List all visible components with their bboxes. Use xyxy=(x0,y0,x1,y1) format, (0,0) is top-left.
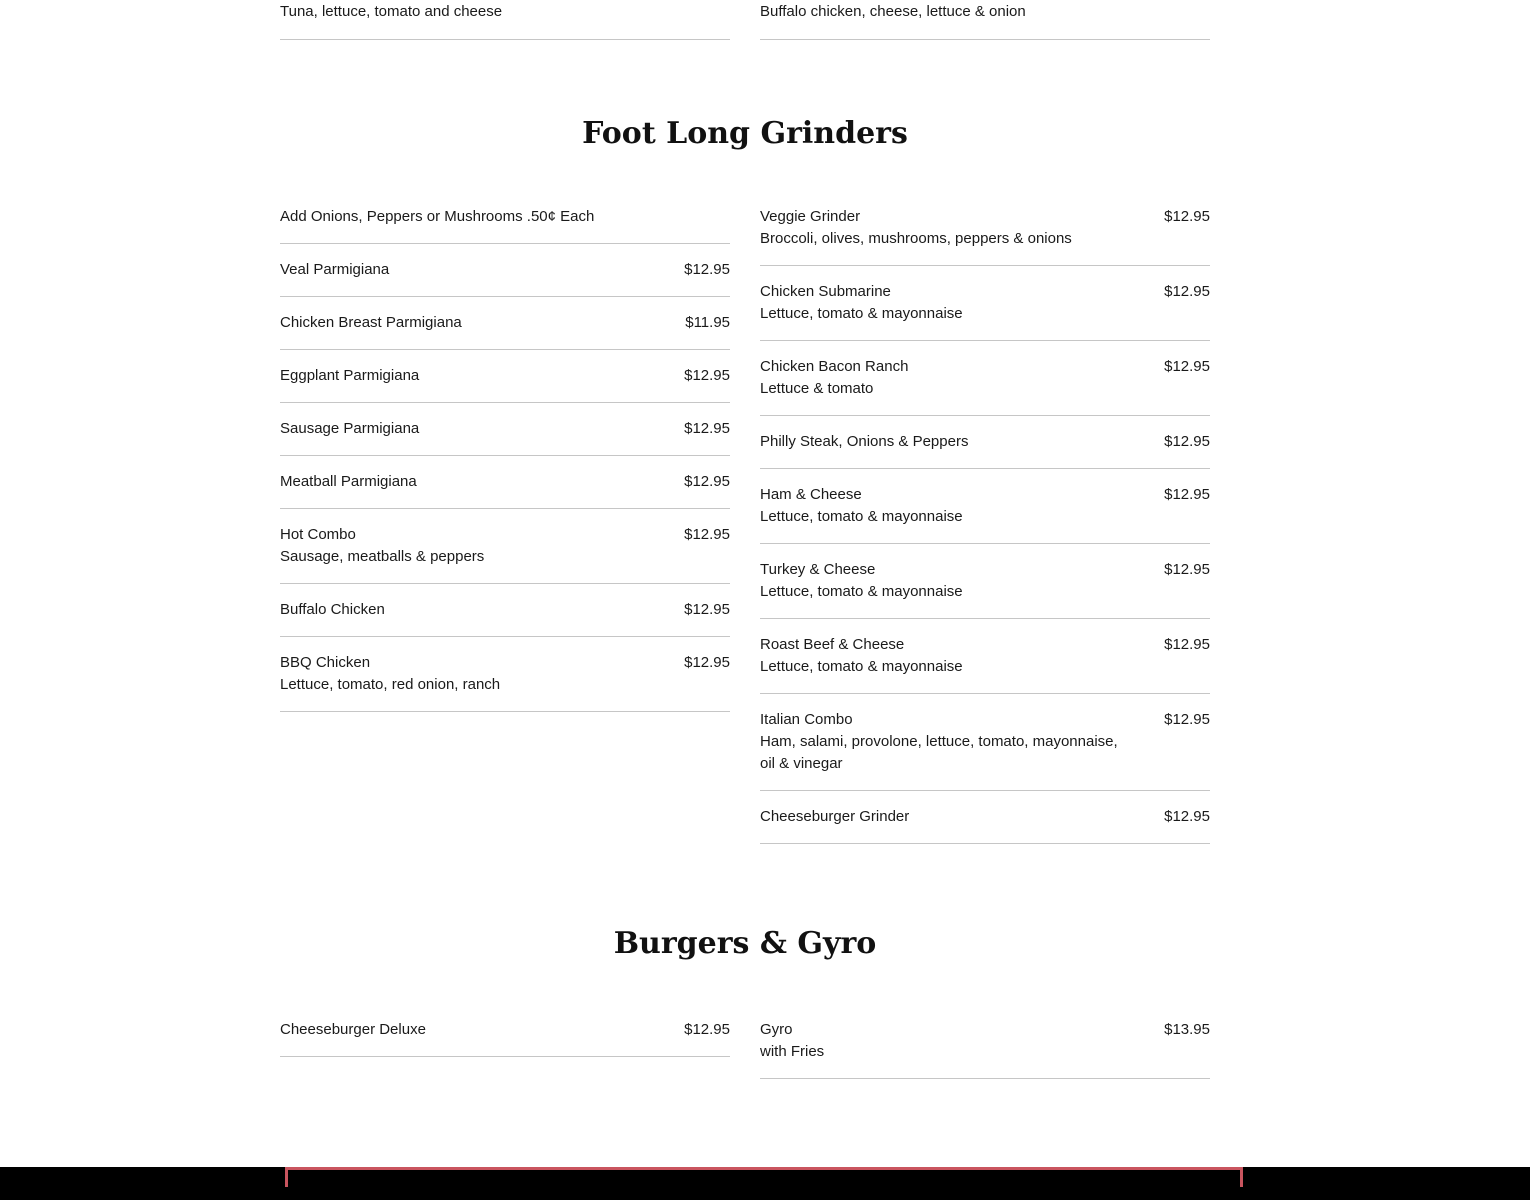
menu-item-name: Cheeseburger Deluxe xyxy=(280,1021,426,1038)
menu-item-row xyxy=(280,418,730,440)
menu-item-name: Italian Combo xyxy=(760,711,853,728)
menu-item-price: $12.95 xyxy=(1164,561,1210,578)
menu-item xyxy=(760,694,1210,791)
menu-item-description: Lettuce & tomato xyxy=(760,380,874,397)
menu-item-price: $12.95 xyxy=(684,473,730,490)
menu-item xyxy=(280,584,730,637)
menu-item-row xyxy=(760,356,1210,378)
menu-item xyxy=(760,0,1210,40)
menu-item xyxy=(280,0,730,40)
menu-item-price: $11.95 xyxy=(685,314,730,331)
menu-item-description: Lettuce, tomato & mayonnaise xyxy=(760,658,963,675)
menu-item xyxy=(280,244,730,297)
menu-item-name: Cheeseburger Grinder xyxy=(760,808,910,825)
menu-item-description: Lettuce, tomato & mayonnaise xyxy=(760,583,963,600)
menu-item-name: Gyro xyxy=(760,1021,793,1038)
menu-item-price: $13.95 xyxy=(1164,1021,1210,1038)
menu-item-name: Meatball Parmigiana xyxy=(280,473,417,490)
menu-item-name: Hot Combo xyxy=(280,526,356,543)
menu-item xyxy=(760,266,1210,341)
menu-item-row xyxy=(760,431,1210,453)
menu-item-row xyxy=(760,559,1210,581)
menu-item-description: Lettuce, tomato, red onion, ranch xyxy=(280,676,501,693)
menu-item-price: $12.95 xyxy=(1164,711,1210,728)
menu-item-price: $12.95 xyxy=(1164,283,1210,300)
menu-item-name: Turkey & Cheese xyxy=(760,561,876,578)
menu-item xyxy=(760,544,1210,619)
menu-item-description: with Fries xyxy=(760,1043,825,1060)
menu-item-row xyxy=(760,206,1210,228)
menu-item-row xyxy=(280,599,730,621)
menu-item-name: Chicken Submarine xyxy=(760,283,891,300)
menu-item-price: $12.95 xyxy=(684,601,730,618)
menu-item-name: Veal Parmigiana xyxy=(280,261,390,278)
menu-item xyxy=(760,791,1210,844)
menu-item-row xyxy=(280,524,730,546)
menu-item-price: $12.95 xyxy=(1164,358,1210,375)
menu-item-row xyxy=(760,484,1210,506)
menu-item-description: Broccoli, olives, mushrooms, peppers & onions xyxy=(760,230,1072,247)
footer-accent-frame xyxy=(285,1167,1243,1187)
menu-item-description: Tuna, lettuce, tomato and cheese xyxy=(280,3,503,20)
menu-item-price: $12.95 xyxy=(1164,808,1210,825)
menu-item xyxy=(280,202,730,244)
section-title-burgers: Burgers & Gyro xyxy=(613,926,877,961)
menu-item-row xyxy=(280,471,730,493)
menu-item xyxy=(280,637,730,712)
section-title-grinders: Foot Long Grinders xyxy=(582,116,908,151)
footer xyxy=(0,1167,1530,1200)
menu-item-name: Veggie Grinder xyxy=(760,208,861,225)
menu-item-row xyxy=(280,259,730,281)
menu-item xyxy=(760,1015,1210,1079)
menu-item-name: Eggplant Parmigiana xyxy=(280,367,420,384)
menu-item xyxy=(280,297,730,350)
menu-item-price: $12.95 xyxy=(684,654,730,671)
menu-item-row xyxy=(760,634,1210,656)
menu-item-price: $12.95 xyxy=(684,420,730,437)
menu-item-name: BBQ Chicken xyxy=(280,654,371,671)
menu-item-row xyxy=(760,806,1210,828)
menu-item-description: Lettuce, tomato & mayonnaise xyxy=(760,305,963,322)
grinders-right-column xyxy=(760,202,1210,844)
menu-item-name: Buffalo Chicken xyxy=(280,601,385,618)
menu-item xyxy=(280,350,730,403)
menu-item-price: $12.95 xyxy=(1164,208,1210,225)
menu-item-name: Chicken Bacon Ranch xyxy=(760,358,909,375)
menu-item xyxy=(760,469,1210,544)
menu-item-price: $12.95 xyxy=(1164,486,1210,503)
menu-item-price: $12.95 xyxy=(1164,636,1210,653)
menu-item-row xyxy=(280,1019,730,1041)
previous-section-tail xyxy=(280,0,1210,40)
menu-item-price: $12.95 xyxy=(684,526,730,543)
burgers-right-column xyxy=(760,1015,1210,1079)
menu-item xyxy=(280,1015,730,1057)
menu-item-name: Chicken Breast Parmigiana xyxy=(280,314,462,331)
menu-item xyxy=(760,416,1210,469)
menu-item-name: Ham & Cheese xyxy=(760,486,862,503)
menu-item-name: Philly Steak, Onions & Peppers xyxy=(760,433,969,450)
menu-item-row xyxy=(760,709,1210,731)
menu-content xyxy=(280,0,1210,1060)
menu-item-price: $12.95 xyxy=(684,1021,730,1038)
menu-item-row xyxy=(280,312,730,334)
menu-item-description: Ham, salami, provolone, lettuce, tomato, mayonnaise, oil & vinegar xyxy=(760,733,1118,772)
menu-item xyxy=(280,456,730,509)
menu-item xyxy=(760,202,1210,266)
menu-item-description: Buffalo chicken, cheese, lettuce & onion xyxy=(760,3,1026,20)
menu-item-row xyxy=(280,206,730,228)
menu-item-name: Sausage Parmigiana xyxy=(280,420,420,437)
menu-item xyxy=(760,341,1210,416)
menu-item-description: Lettuce, tomato & mayonnaise xyxy=(760,508,963,525)
menu-item xyxy=(280,403,730,456)
menu-item xyxy=(760,619,1210,694)
burgers-columns xyxy=(280,1015,1210,1079)
menu-item xyxy=(280,509,730,584)
grinders-columns xyxy=(280,202,1210,844)
menu-item-description: Sausage, meatballs & peppers xyxy=(280,548,485,565)
burgers-left-column xyxy=(280,1015,730,1079)
menu-item-price: $12.95 xyxy=(1164,433,1210,450)
menu-item-price: $12.95 xyxy=(684,367,730,384)
menu-item-name: Add Onions, Peppers or Mushrooms .50¢ Each xyxy=(280,208,595,225)
menu-item-price: $12.95 xyxy=(684,261,730,278)
menu-item-name: Roast Beef & Cheese xyxy=(760,636,905,653)
menu-item-row xyxy=(280,365,730,387)
menu-item-row xyxy=(280,652,730,674)
menu-item-row xyxy=(760,1019,1210,1041)
menu-item-row xyxy=(760,281,1210,303)
grinders-left-column xyxy=(280,202,730,844)
